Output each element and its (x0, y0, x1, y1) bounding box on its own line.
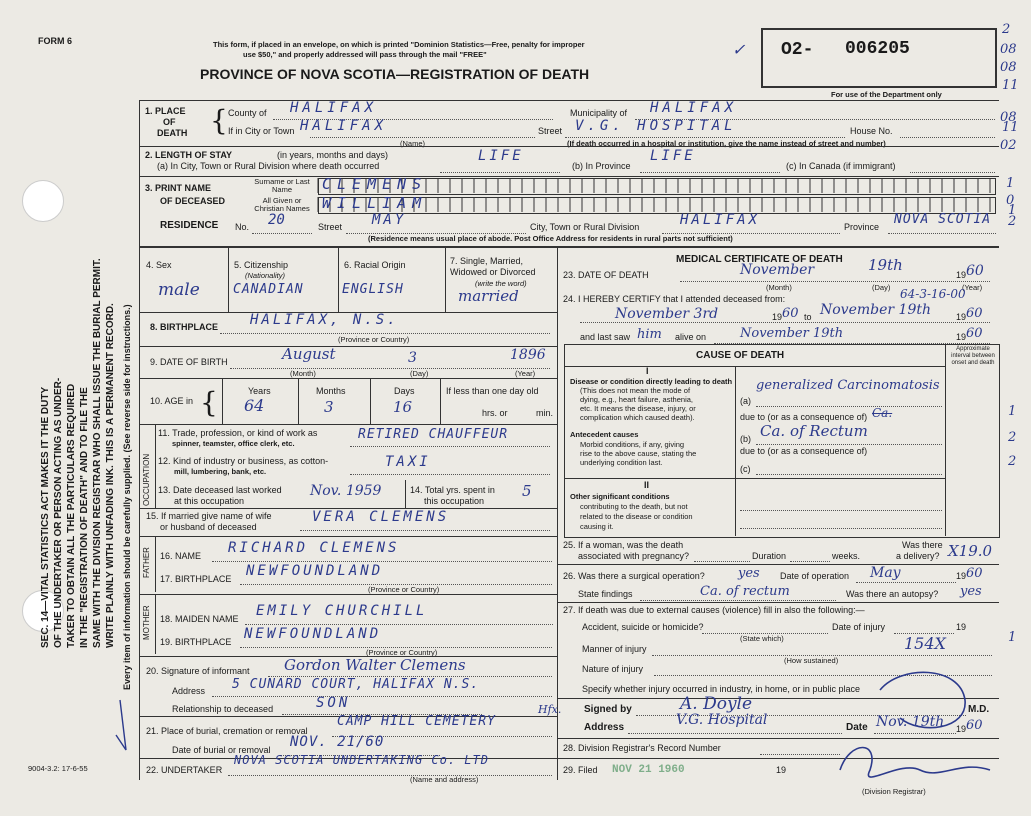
name-label: 3. PRINT NAME (145, 183, 212, 193)
spouse-label: 15. If married give name of wife (146, 511, 272, 521)
due-to-a: Ca. (872, 406, 893, 420)
street-label: Street (538, 126, 563, 136)
residence-city-label: City, Town or Rural Division (530, 222, 640, 232)
margin-code: 1 (1008, 630, 1017, 645)
antecedent-note-2: rise to the above cause, stating the (580, 449, 697, 458)
stay-label-note: (in years, months and days) (277, 150, 389, 160)
occupation-side-label: OCCUPATION (142, 453, 151, 506)
informant-address-label: Address (172, 686, 206, 696)
origin-value: ENGLISH (342, 282, 404, 297)
due-to-label-a: due to (or as a consequence of) (740, 412, 868, 422)
father-birthplace-label: 17. BIRTHPLACE (160, 574, 232, 584)
total-years-label-2: this occupation (424, 496, 485, 506)
to-year-prefix: 19 (956, 312, 967, 322)
signed-value: A. Doyle (680, 694, 753, 714)
sex-value: male (158, 280, 200, 300)
relationship-label: Relationship to deceased (172, 704, 274, 714)
surgery-date-month: May (870, 565, 901, 581)
manner-code: 154X (904, 634, 946, 653)
form-code: 9004-3.2: 17-6-55 (28, 764, 88, 773)
citizenship-value: CANADIAN (233, 282, 304, 297)
to-date: November 19th (820, 302, 931, 318)
autopsy-value: yes (960, 584, 982, 599)
surgery-year-prefix: 19 (956, 571, 967, 581)
under-day-label: If less than one day old (446, 386, 539, 396)
registration-number-prefix: O2- (781, 40, 814, 60)
cause-b: Ca. of Rectum (760, 422, 868, 440)
burial-place-extra: Hfx. (538, 703, 562, 716)
place-label-of: OF (163, 117, 176, 127)
from-year-prefix: 19 (772, 312, 783, 322)
hospital-note: (If death occurred in a hospital or institution, give the name instead of street and number) (567, 139, 886, 148)
marital-label-3: (write the word) (475, 279, 527, 288)
spouse-value: VERA CLEMENS (312, 509, 450, 525)
undertaker-value: NOVA SCOTIA UNDERTAKING Co. LTD (234, 753, 489, 767)
side-text-2: OF THE UNDERTAKER OR PERSON ACTING AS UNDER- (53, 377, 64, 648)
day-caption: (Day) (410, 369, 429, 378)
industry-label: 12. Kind of industry or business, as cotton- (158, 456, 329, 466)
residence-province: NOVA SCOTIA (894, 212, 992, 227)
alive-year-prefix: 19 (956, 332, 967, 342)
residence-street-label: Street (318, 222, 343, 232)
section-ii: II (644, 480, 650, 490)
direct-label-2: (This does not mean the mode of (580, 386, 691, 395)
filed-label: 29. Filed (563, 765, 598, 775)
residence-city: HALIFAX (680, 212, 761, 228)
marital-label-2: Widowed or Divorced (450, 267, 536, 277)
dept-use-note: For use of the Department only (831, 90, 942, 99)
marital-value: married (458, 287, 519, 305)
total-years-value: 5 (522, 482, 532, 500)
surgery-year: 60 (966, 566, 983, 581)
last-worked-label-2: at this occupation (174, 496, 245, 506)
stay-b-value: LIFE (650, 148, 696, 164)
delivery-label-2: a delivery? (896, 551, 940, 561)
surgery-value: yes (738, 566, 760, 581)
autopsy-label: Was there an autopsy? (846, 589, 939, 599)
undertaker-label: 22. UNDERTAKER (146, 765, 223, 775)
direct-label-1: Disease or condition directly leading to death (570, 377, 733, 386)
hrs-label: hrs. or (482, 408, 508, 418)
surgery-date-label: Date of operation (780, 571, 850, 581)
birthplace-label: 8. BIRTHPLACE (150, 322, 219, 332)
burial-date-label: Date of burial or removal (172, 745, 271, 755)
side-text-6: WRITE PLAINLY WITH UNFADING INK. THIS IS A PERMANENT RECORD. (105, 303, 116, 648)
last-saw-who: him (637, 327, 662, 342)
dob-month: August (282, 345, 336, 363)
attend-label: 24. I HEREBY CERTIFY that I attended deceased from: (563, 294, 786, 304)
citizenship-label: 5. Citizenship (234, 260, 289, 270)
death-day: 19th (868, 256, 903, 274)
alive-year: 60 (966, 326, 983, 341)
margin-code: 08 (1000, 110, 1017, 125)
accident-label: Accident, suicide or homicide? (582, 622, 704, 632)
min-label: min. (536, 408, 554, 418)
mother-caption: (Province or Country) (366, 648, 438, 657)
stay-a-label: (a) In City, Town or Rural Division where death occurred (157, 161, 380, 171)
cause-a: generalized Carcinomatosis (756, 378, 940, 393)
margin-code: 2 (1008, 430, 1017, 445)
residence-no: 20 (268, 212, 285, 228)
findings-value: Ca. of rectum (700, 584, 790, 599)
pregnancy-label: 25. If a woman, was the death (563, 540, 684, 550)
filed-stamp: NOV 21 1960 (612, 764, 685, 776)
margin-code: 1 (1008, 203, 1017, 218)
specify-label: Specify whether injury occurred in industry, in home, or in public place (582, 684, 860, 694)
side-text-3: TAKER TO OBTAIN ALL THE PARTICULARS REQUIRED (66, 383, 77, 648)
burial-place-label: 21. Place of burial, cremation or removal (146, 726, 308, 736)
death-date-label: 23. DATE OF DEATH (563, 270, 649, 280)
house-label: House No. (850, 126, 893, 136)
industry-value: TAXI (385, 454, 431, 470)
total-years-label: 14. Total yrs. spent in (410, 485, 495, 495)
city-label: If in City or Town (228, 126, 295, 136)
cause-header: CAUSE OF DEATH (696, 350, 785, 361)
direct-label-4: etc. It means the disease, injury, or (580, 404, 696, 413)
nature-label: Nature of injury (582, 664, 644, 674)
birthplace-value: HALIFAX, N.S. (250, 312, 399, 328)
days-label: Days (394, 386, 415, 396)
informant-sig-label: 20. Signature of informant (146, 666, 250, 676)
manner-label: Manner of injury (582, 644, 647, 654)
municipality-value: HALIFAX (650, 100, 738, 116)
surgery-label: 26. Was there a surgical operation? (563, 571, 705, 581)
to-label: to (804, 312, 812, 322)
marital-label: 7. Single, Married, (450, 256, 524, 266)
side-text-7: Every item of information should be carefully supplied. (See reverse side for instructions.) (122, 304, 132, 690)
industry-label-2: mill, lumbering, bank, etc. (174, 467, 267, 476)
brace: { (200, 386, 218, 419)
county-value: HALIFAX (290, 100, 378, 116)
father-name-label: 16. NAME (160, 551, 202, 561)
surname-label: Surname or Last Name (254, 177, 310, 194)
age-days: 16 (393, 398, 413, 416)
month-caption: (Month) (290, 369, 316, 378)
residence-street: MAY (372, 212, 407, 228)
stay-a-value: LIFE (478, 148, 524, 164)
citizenship-note: (Nationality) (245, 271, 286, 280)
death-year-caption: (Year) (962, 283, 983, 292)
injury-date-label: Date of injury (832, 622, 886, 632)
pregnancy-label-2: associated with pregnancy? (578, 551, 690, 561)
cause-c-marker: (c) (740, 464, 751, 474)
sig-address-label: Address (584, 722, 625, 733)
sex-label: 4. Sex (146, 260, 172, 270)
given-label: All Given or Christian Names (254, 196, 310, 213)
other-label-4: causing it. (580, 522, 614, 531)
margin-code: 0 (1006, 193, 1015, 208)
delivery-label: Was there (902, 540, 943, 550)
death-day-caption: (Day) (872, 283, 891, 292)
state-which: (State which) (740, 634, 784, 643)
mother-birthplace-label: 19. BIRTHPLACE (160, 637, 232, 647)
filed-year-prefix: 19 (776, 765, 787, 775)
top-note-1: This form, if placed in an envelope, on which is printed "Dominion Statistics—Free, penalty for improper (213, 40, 585, 49)
last-worked-label: 13. Date deceased last worked (158, 485, 282, 495)
county-label: County of (228, 108, 267, 118)
years-label: Years (248, 386, 271, 396)
year-caption: (Year) (515, 369, 536, 378)
md-label: M.D. (968, 704, 990, 715)
place-label-death: DEATH (157, 128, 188, 138)
signed-label: Signed by (584, 704, 632, 715)
margin-code: 02 (1000, 138, 1017, 153)
dob-day: 3 (408, 350, 417, 366)
death-month: November (740, 262, 815, 278)
form-label: FORM 6 (38, 36, 73, 46)
trade-label: 11. Trade, profession, or kind of work as (158, 428, 318, 438)
margin-code: 1 (1006, 176, 1015, 191)
father-caption: (Province or Country) (368, 585, 440, 594)
side-text-4: IN THE "REGISTRATION OF DEATH" AND TO FILE THE (79, 387, 90, 648)
attend-code: 64-3-16-00 (900, 287, 966, 301)
age-months: 3 (324, 398, 334, 416)
spouse-label-2: or husband of deceased (160, 522, 257, 532)
side-text-1: SEC. 14—VITAL STATISTICS ACT MAKES IT THE DUTY (40, 386, 51, 648)
dob-label: 9. DATE OF BIRTH (150, 357, 228, 367)
checkmark-icon: ✓ (732, 40, 746, 59)
cause-b-marker: (b) (740, 434, 751, 444)
age-label: 10. AGE in (150, 396, 194, 406)
origin-label: 6. Racial Origin (344, 260, 406, 270)
form-title: PROVINCE OF NOVA SCOTIA—REGISTRATION OF DEATH (200, 66, 590, 82)
trade-value: RETIRED CHAUFFEUR (358, 427, 509, 442)
burial-date: NOV. 21/60 (290, 734, 385, 750)
relationship-value: SON (316, 695, 351, 711)
findings-label: State findings (578, 589, 633, 599)
birthplace-caption: (Province or Country) (338, 335, 410, 344)
margin-code: 11 (1002, 120, 1019, 135)
informant-address: 5 CUNARD COURT, HALIFAX N.S. (232, 677, 480, 692)
side-text-5: SAME WITH THE DIVISION REGISTRAR WHO SHALL ISSUE THE BURIAL PERMIT. (92, 258, 103, 648)
direct-label-3: dying, e.g., heart failure, asthenia, (580, 395, 693, 404)
from-year: 60 (782, 306, 799, 321)
duration-label: Duration (752, 551, 787, 561)
due-to-label-b: due to (or as a consequence of) (740, 446, 868, 456)
how-sustained: (How sustained) (784, 656, 839, 665)
external-label: 27. If death was due to external causes (violence) fill in also the following:— (563, 605, 865, 615)
death-year: 60 (966, 263, 984, 279)
interval-label: Approximate interval between onset and death (951, 346, 995, 366)
antecedent-label: Antecedent causes (570, 430, 639, 439)
antecedent-note-3: underlying condition last. (580, 458, 663, 467)
injury-year-prefix: 19 (956, 622, 967, 632)
father-name: RICHARD CLEMENS (228, 540, 400, 556)
stay-b-label: (b) In Province (572, 161, 631, 171)
trade-label-2: spinner, teamster, office clerk, etc. (172, 439, 295, 448)
place-label: 1. PLACE (145, 106, 186, 116)
cause-a-marker: (a) (740, 396, 751, 406)
stay-c-label: (c) In Canada (if immigrant) (786, 161, 896, 171)
stay-label: 2. LENGTH OF STAY (145, 150, 233, 160)
other-label-3: related to the disease or condition (580, 512, 693, 521)
informant-signature: Gordon Walter Clemens (284, 656, 466, 674)
sig-year: 60 (966, 718, 983, 733)
residence-label: RESIDENCE (160, 220, 219, 231)
from-date: November 3rd (615, 306, 719, 322)
surname-value: CLEMENS (322, 175, 428, 193)
residence-note: (Residence means usual place of abode. Post Office Address for residents in rural parts not sufficient) (368, 234, 733, 243)
last-worked-value: Nov. 1959 (310, 483, 382, 499)
registrar-caption: (Division Registrar) (862, 787, 926, 796)
age-years: 64 (244, 396, 265, 415)
registration-number: 006205 (845, 39, 910, 59)
father-side-label: FATHER (142, 547, 151, 578)
margin-code: 1 (1008, 404, 1017, 419)
name-label-2: OF DECEASED (160, 196, 226, 206)
brace: { (210, 104, 228, 137)
pregnancy-code: X19.0 (948, 542, 993, 560)
city-value: HALIFAX (300, 118, 388, 134)
alive-date: November 19th (740, 326, 844, 341)
street-value: V.G. HOSPITAL (575, 118, 737, 134)
undertaker-caption: (Name and address) (410, 775, 479, 784)
residence-no-label: No. (235, 222, 250, 232)
margin-code: 2 (1002, 22, 1011, 37)
municipality-label: Municipality of (570, 108, 628, 118)
dob-year: 1896 (510, 347, 546, 363)
mother-side-label: MOTHER (142, 605, 151, 640)
sig-year-prefix: 19 (956, 724, 967, 734)
weeks-label: weeks. (832, 551, 861, 561)
antecedent-note-1: Morbid conditions, if any, giving (580, 440, 685, 449)
last-saw-label: and last saw (580, 332, 631, 342)
death-year-prefix: 19 (956, 270, 967, 280)
top-note-2: use $50," and properly addressed will pass through the mail "FREE" (243, 50, 487, 59)
months-label: Months (316, 386, 346, 396)
margin-code: 08 (1000, 42, 1017, 57)
margin-code: 11 (1002, 78, 1019, 93)
burial-place: CAMP HILL CEMETERY (337, 714, 496, 729)
margin-code: 2 (1008, 214, 1017, 229)
record-label: 28. Division Registrar's Record Number (563, 743, 721, 753)
margin-code: 08 (1000, 60, 1017, 75)
mother-maiden: EMILY CHURCHILL (256, 603, 428, 619)
direct-label-5: complication which caused death). (580, 413, 695, 422)
medical-header: MEDICAL CERTIFICATE OF DEATH (676, 254, 843, 265)
sig-date: Nov. 19th (876, 714, 945, 730)
sig-date-label: Date (846, 722, 868, 733)
residence-province-label: Province (844, 222, 880, 232)
given-value: WILLIAM (322, 194, 428, 212)
margin-code: 2 (1008, 454, 1017, 469)
section-i: I (646, 366, 649, 376)
other-label-1: Other significant conditions (570, 492, 670, 501)
other-label-2: contributing to the death, but not (580, 502, 688, 511)
mother-birthplace: NEWFOUNDLAND (244, 626, 382, 642)
father-birthplace: NEWFOUNDLAND (246, 563, 384, 579)
mother-maiden-label: 18. MAIDEN NAME (160, 614, 239, 624)
name-caption: (Name) (400, 139, 426, 148)
alive-label: alive on (675, 332, 707, 342)
death-month-caption: (Month) (766, 283, 792, 292)
to-year: 60 (966, 306, 983, 321)
sig-address: V.G. Hospital (676, 712, 768, 728)
